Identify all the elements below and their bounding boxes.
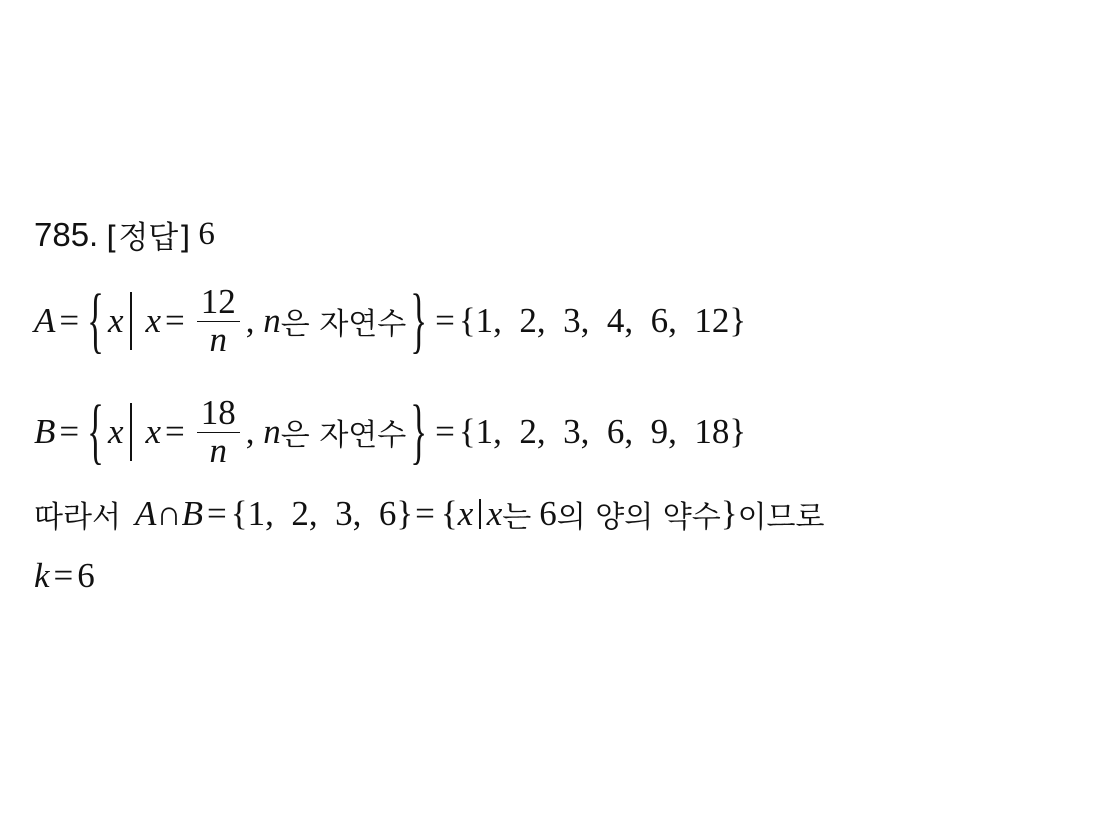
set-a-var: x	[107, 301, 124, 340]
final-value: 6	[77, 556, 95, 595]
intersection-e3: 3	[335, 494, 353, 533]
set-b-definition: B = { x x = $\frac{18}{n}$ , n 은 자연수 } = { 1 , 2 , 3 , 6 , 9 , 18 }	[34, 390, 747, 472]
set-a-e1: 1	[475, 301, 494, 340]
set-a-e6: 12	[694, 301, 730, 340]
set-a-e2: 2	[519, 301, 537, 340]
intersection-expr: A∩B	[134, 494, 203, 533]
set-b-condition: 은 자연수	[280, 418, 407, 453]
intersection-e2: 2	[291, 494, 309, 533]
set-b-e5: 9	[650, 412, 669, 451]
conclusion-line: 따라서 A∩B = { 1 , 2 , 3 , 6 } = { x x 는 6 의 양의 약수 } 이므로	[34, 494, 825, 535]
divisor-prefix: 는	[502, 500, 532, 535]
set-b-e6: 18	[694, 412, 730, 451]
fraction-denominator: n	[209, 430, 228, 470]
fraction-numerator: 12	[197, 284, 240, 322]
set-b-var: x	[107, 412, 124, 451]
intersection-e1: 1	[247, 494, 266, 533]
set-b-e1: 1	[475, 412, 494, 451]
final-answer: k = 6	[34, 556, 95, 595]
fraction-denominator: n	[209, 319, 228, 359]
set-a-condition: 은 자연수	[280, 307, 407, 342]
set-b-e3: 3	[563, 412, 581, 451]
set-b-name: B	[34, 412, 56, 451]
divisor-number: 6	[539, 494, 557, 533]
fraction-numerator: 18	[197, 395, 240, 433]
set-b-separator	[130, 403, 132, 461]
problem-number: 785.	[34, 215, 99, 253]
set-b-fraction	[197, 392, 240, 470]
answer-value: 6	[198, 216, 215, 252]
conclusion-trail: 이므로	[737, 500, 825, 535]
final-var: k	[34, 556, 50, 595]
set-a-separator	[130, 292, 132, 350]
set-b-e4: 6	[606, 412, 625, 451]
set-a-e4: 4	[606, 301, 625, 340]
conclusion-lead: 따라서	[34, 500, 121, 535]
set-builder-separator	[479, 499, 481, 529]
set-a-name: A	[34, 301, 56, 340]
set-a-e5: 6	[650, 301, 669, 340]
answer-header	[34, 212, 215, 257]
intersection-e4: 6	[378, 494, 397, 533]
set-b-e2: 2	[519, 412, 537, 451]
divisor-description: 의 양의 약수	[556, 500, 721, 535]
set-a-definition: A = { x x = $\frac{12}{n}$ , n 은 자연수 } = { 1 , 2 , 3 , 4 , 6 , 12 }	[34, 279, 747, 361]
set-a-fraction	[197, 281, 240, 359]
set-a-e3: 3	[563, 301, 581, 340]
answer-tag: [정답]	[106, 220, 191, 256]
